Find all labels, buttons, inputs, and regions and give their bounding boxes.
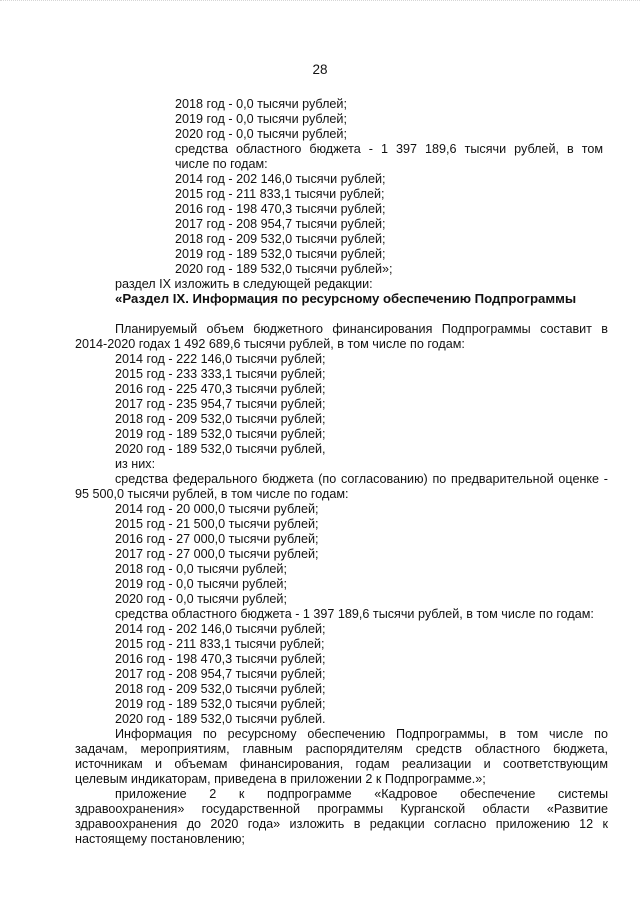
year-line: 2016 год - 198 470,3 тысячи рублей; xyxy=(175,202,386,216)
year-line: 2020 год - 0,0 тысячи рублей; xyxy=(115,592,287,606)
year-line: 2019 год - 189 532,0 тысячи рублей; xyxy=(115,697,326,711)
year-line: 2015 год - 233 333,1 тысячи рублей; xyxy=(115,367,326,381)
year-line: 2019 год - 189 532,0 тысячи рублей; xyxy=(175,247,386,261)
year-line: 2016 год - 198 470,3 тысячи рублей; xyxy=(115,652,326,666)
year-line: 2020 год - 189 532,0 тысячи рублей, xyxy=(115,442,326,456)
appendix-paragraph-line: здравоохранения» государственной программы Курганской области «Развитие xyxy=(75,802,608,816)
year-line: 2014 год - 20 000,0 тысячи рублей; xyxy=(115,502,319,516)
regional-budget-intro: средства областного бюджета - 1 397 189,6 тысячи рублей, в том xyxy=(175,142,603,156)
year-line: 2018 год - 209 532,0 тысячи рублей; xyxy=(175,232,386,246)
info-paragraph-line: источникам и объемам финансирования, годам реализации и соответствующим xyxy=(75,757,608,771)
info-paragraph-line: целевым индикаторам, приведена в приложении 2 к Подпрограмме.»; xyxy=(75,772,486,786)
federal-budget-line2: 95 500,0 тысячи рублей, в том числе по годам: xyxy=(75,487,349,501)
year-line: 2020 год - 189 532,0 тысячи рублей»; xyxy=(175,262,393,276)
regional-budget-intro-cont: числе по годам: xyxy=(175,157,268,171)
year-line: 2016 год - 27 000,0 тысячи рублей; xyxy=(115,532,319,546)
year-line: 2019 год - 0,0 тысячи рублей; xyxy=(115,577,287,591)
year-line: 2017 год - 235 954,7 тысячи рублей; xyxy=(115,397,326,411)
section-heading: «Раздел IX. Информация по ресурсному обеспечению Подпрограммы xyxy=(115,291,577,306)
year-line: 2017 год - 208 954,7 тысячи рублей; xyxy=(175,217,386,231)
year-line: 2018 год - 0,0 тысячи рублей; xyxy=(175,97,347,111)
year-line: 2020 год - 0,0 тысячи рублей; xyxy=(175,127,347,141)
section-intro: раздел IX изложить в следующей редакции: xyxy=(115,277,373,291)
appendix-paragraph-line: здравоохранения до 2020 года» изложить в редакции согласно приложению 12 к xyxy=(75,817,608,831)
federal-budget-line1: средства федерального бюджета (по согласованию) по предварительной оценке - xyxy=(115,472,608,486)
year-line: 2015 год - 211 833,1 тысячи рублей; xyxy=(115,637,325,651)
year-line: 2014 год - 202 146,0 тысячи рублей; xyxy=(175,172,386,186)
page-number: 28 xyxy=(312,62,328,77)
year-line: 2014 год - 202 146,0 тысячи рублей; xyxy=(115,622,326,636)
year-line: 2019 год - 189 532,0 тысячи рублей; xyxy=(115,427,326,441)
year-line: 2017 год - 208 954,7 тысячи рублей; xyxy=(115,667,326,681)
year-line: 2015 год - 21 500,0 тысячи рублей; xyxy=(115,517,319,531)
scan-artifact-top-edge xyxy=(0,0,640,11)
info-paragraph-line: Информация по ресурсному обеспечению Подпрограммы, в том числе по xyxy=(115,727,608,741)
regional-budget-line: средства областного бюджета - 1 397 189,6 тысячи рублей, в том числе по годам: xyxy=(115,607,594,621)
appendix-paragraph-line: настоящему постановлению; xyxy=(75,832,245,846)
year-line: 2016 год - 225 470,3 тысячи рублей; xyxy=(115,382,326,396)
appendix-paragraph-line: приложение 2 к подпрограмме «Кадровое обеспечение системы xyxy=(115,787,608,801)
year-line: 2020 год - 189 532,0 тысячи рублей. xyxy=(115,712,326,726)
year-line: 2015 год - 211 833,1 тысячи рублей; xyxy=(175,187,385,201)
planned-financing-line1: Планируемый объем бюджетного финансирования Подпрограммы составит в xyxy=(115,322,608,336)
of-them-label: из них: xyxy=(115,457,156,471)
planned-financing-line2: 2014-2020 годах 1 492 689,6 тысячи рублей, в том числе по годам: xyxy=(75,337,465,351)
year-line: 2018 год - 209 532,0 тысячи рублей; xyxy=(115,682,326,696)
year-line: 2017 год - 27 000,0 тысячи рублей; xyxy=(115,547,319,561)
year-line: 2019 год - 0,0 тысячи рублей; xyxy=(175,112,347,126)
year-line: 2018 год - 0,0 тысячи рублей; xyxy=(115,562,287,576)
year-line: 2018 год - 209 532,0 тысячи рублей; xyxy=(115,412,326,426)
year-line: 2014 год - 222 146,0 тысячи рублей; xyxy=(115,352,326,366)
info-paragraph-line: задачам, мероприятиям, главным распорядителям средств областного бюджета, xyxy=(75,742,608,756)
